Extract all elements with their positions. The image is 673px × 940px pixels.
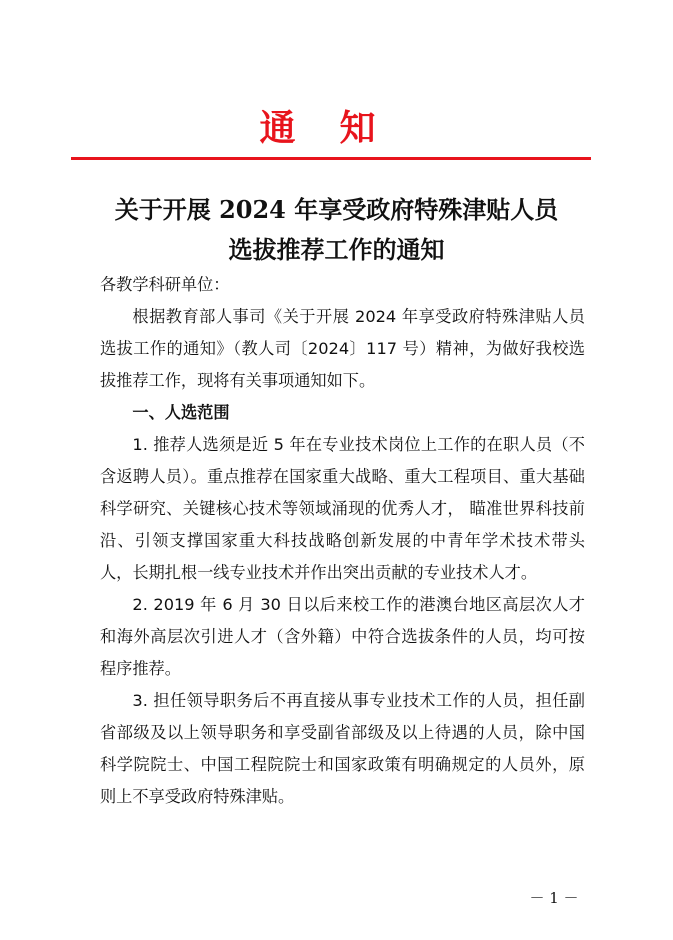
- salutation: 各教学科研单位：: [100, 275, 230, 294]
- intro-paragraph: 根据教育部人事司《关于开展 2024 年享受政府特殊津贴人员选拔工作的通知》（教人司〔2024〕117 号）精神，为做好我校选拔推荐工作，现将有关事项通知如下。: [100, 307, 585, 390]
- masthead-red-rule: [71, 157, 591, 160]
- section-heading-scope: 一、人选范围: [132, 403, 230, 422]
- page-number: － 1 －: [529, 889, 579, 907]
- document-masthead: 通知: [259, 107, 420, 149]
- document-title: [60, 190, 613, 270]
- item-1-paragraph: 1. 推荐人选须是近 5 年在专业技术岗位上工作的在职人员（不含返聘人员）。重点推荐在国家重大战略、重大工程项目、重大基础科学研究、关键核心技术等领域涌现的优秀人才， 瞄准世界科技前沿、引领支撑国家重大科技战略创新发展的中青年学术技术带头人，长期扎根一线专业技术并作出突出贡献的专业技术人才。: [100, 435, 585, 582]
- item-3-paragraph: 3. 担任领导职务后不再直接从事专业技术工作的人员，担任副省部级及以上领导职务和享受副省部级及以上待遇的人员，除中国科学院院士、中国工程院院士和国家政策有明确规定的人员外，原则上不享受政府特殊津贴。: [100, 691, 585, 806]
- document-title-line-1: 关于开展 2024 年享受政府特殊津贴人员: [114, 195, 559, 224]
- item-2-paragraph: 2. 2019 年 6 月 30 日以后来校工作的港澳台地区高层次人才和海外高层次引进人才（含外籍）中符合选拔条件的人员，均可按程序推荐。: [100, 595, 585, 678]
- document-body: [100, 269, 585, 813]
- document-title-line-2: 选拔推荐工作的通知: [228, 235, 445, 264]
